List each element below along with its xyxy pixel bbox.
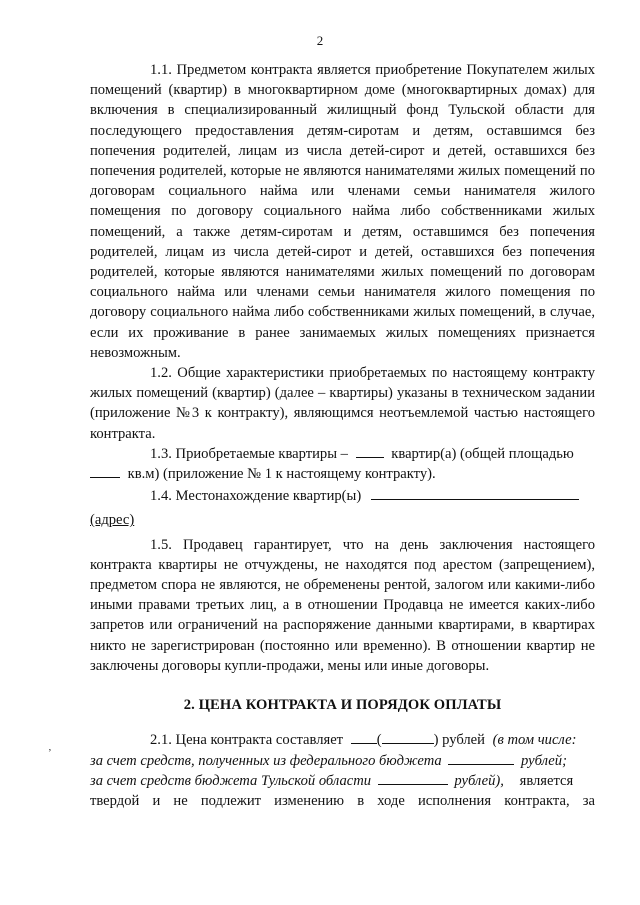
apartments-count-blank xyxy=(356,444,384,458)
clause-2-1-text-i: твердой и не подлежит изменению в ходе исполнения контракта, за xyxy=(90,792,595,809)
document-body xyxy=(90,60,595,811)
clause-2-1-text-f: за счет средств бюджета Тульской области xyxy=(90,772,372,789)
clause-1-4-text: 1.4. Местонахождение квартир(ы) xyxy=(150,488,362,505)
price-words-blank xyxy=(382,730,434,744)
clause-2-1-text-d: за счет средств, полученных из федерального бюджета xyxy=(90,752,442,769)
clause-2-1-text-c: (в том числе: xyxy=(492,732,577,749)
clause-1-1: 1.1. Предметом контракта является приобретение Покупателем жилых помещений (квартир) в многоквартирном доме (многоквартирных домах) для включения в специализированный жилищный фонд Тульской области для последующего предоставления детям-сиротам и детям, оставшимся без попечения родителей, лицам из числа детей-сирот и детей, оставшихся без попечения родителей, которые не являются нанимателями жилых помещений по договорам социального найма или членами семьи нанимателя жилого помещения по договору социального найма либо собственниками жилых помещений, а также детям-сиротам и детям, оставшимся без попечения родителей, лицам из числа детей-сирот и детей, оставшихся без попечения родителей, которые являются нанимателями жилых помещений по договорам социального найма или членами семьи нанимателя жилого помещения по договору социального найма либо собственниками жилых помещений, в случае, если их проживание в ранее занимаемых жилых помещениях признается невозможным. xyxy=(90,62,595,361)
clause-1-3-text-a: 1.3. Приобретаемые квартиры – xyxy=(150,445,348,462)
regional-budget-blank xyxy=(378,771,448,785)
clause-1-2: 1.2. Общие характеристики приобретаемых по настоящему контракту жилых помещений (квартир) (далее – квартиры) указаны в техническом задании (приложение №3 к контракту), являющимся неотъемлемой частью настоящего контракта. xyxy=(90,365,595,442)
clause-1-3-text-c: кв.м) (приложение № 1 к настоящему контракту). xyxy=(127,466,436,483)
clause-2-1-text-b: рублей xyxy=(442,732,485,749)
federal-budget-blank xyxy=(448,751,514,765)
margin-mark: ‚ xyxy=(48,741,52,753)
clause-2-1-text-g: рублей), xyxy=(454,772,504,789)
clause-2-1: 2.1. Цена контракта составляет ( ) рублей (в том числе: за счет средств, полученных из федерального бюджета рублей; за счет средств бюджета Тульской области рублей), является твердой и не подлежит изменению в ходе исполнения контракта, за xyxy=(90,730,595,811)
clause-1-3 xyxy=(90,444,595,484)
clause-2-1-text-a: 2.1. Цена контракта составляет xyxy=(150,732,344,749)
clause-2-1-text-h: является xyxy=(519,772,574,789)
clause-2-1-text-e: рублей; xyxy=(521,752,567,769)
price-digits-blank xyxy=(351,730,377,744)
area-blank xyxy=(90,464,120,478)
section-2-heading: 2. ЦЕНА КОНТРАКТА И ПОРЯДОК ОПЛАТЫ xyxy=(183,697,502,714)
address-label: (адрес) xyxy=(90,512,135,529)
page-number: 2 xyxy=(316,33,324,48)
clause-1-4 xyxy=(90,486,595,530)
location-blank xyxy=(371,486,579,500)
clause-1-3-text-b: квартир(а) (общей площадью xyxy=(391,445,574,462)
clause-1-5: 1.5. Продавец гарантирует, что на день заключения настоящего контракта квартиры не отчуждены, не находятся под арестом (запрещением), предметом спора не являются, не обременены рентой, залогом или какими-либо иными правами третьих лиц, а в отношении Продавца не имеется каких-либо запретов или ограничений на распоряжение данными квартирами, в квартирах никто не зарегистрирован (постоянно или временно). В отношении квартир не заключены договоры купли-продажи, мены или иные договоры. xyxy=(90,536,595,674)
